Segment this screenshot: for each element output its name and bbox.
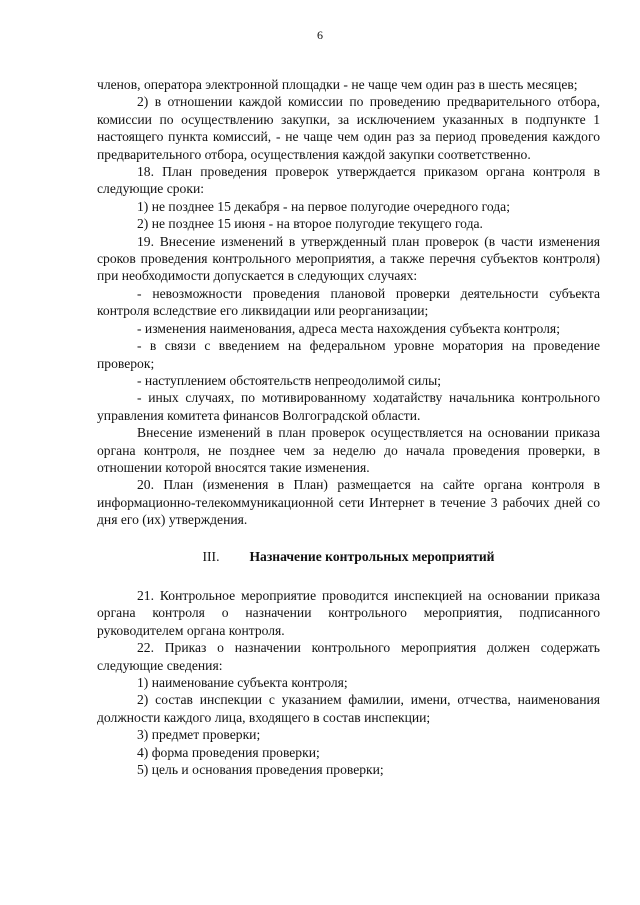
paragraph-p-20: 20. План (изменения в План) размещается на сайте органа контроля в информационно-телекоммуникационной сети Интернет в течение 3 рабочих дней со дня его (их) утверждения. bbox=[97, 477, 600, 528]
paragraph-p-19-f: Внесение изменений в план проверок осуществляется на основании приказа органа контроля, не позднее чем за неделю до начала проведения проверки, в отношении которой вносятся такие изменения. bbox=[97, 425, 600, 475]
paragraph-p-22: 22. Приказ о назначении контрольного мероприятия должен содержать следующие сведения: bbox=[97, 640, 600, 673]
paragraph-p-22-2: 2) состав инспекции с указанием фамилии, имени, отчества, наименования должности каждого лица, входящего в состав инспекции; bbox=[97, 692, 600, 725]
paragraph-p-19-d: - наступлением обстоятельств непреодолимой силы; bbox=[137, 372, 442, 388]
paragraph-p-19-c: - в связи с введением на федеральном уровне моратория на проведение проверок; bbox=[97, 338, 600, 371]
paragraph-p-18-1: 1) не позднее 15 декабря - на первое полугодие очередного года; bbox=[137, 198, 510, 214]
paragraph-p-19: 19. Внесение изменений в утвержденный план проверок (в части изменения сроков проведения контрольного мероприятия, а также перечня субъектов контроля) при необходимости допускается в следующих случаях: bbox=[97, 233, 600, 284]
paragraph-p-22-1: 1) наименование субъекта контроля; bbox=[137, 675, 348, 690]
paragraph-p-21: 21. Контрольное мероприятие проводится инспекцией на основании приказа органа контроля о назначении контрольного мероприятия, подписанного руководителем органа контроля. bbox=[97, 587, 600, 638]
paragraph-p-19-e: - иных случаях, по мотивированному ходатайству начальника контрольного управления комитета финансов Волгоградской области. bbox=[97, 390, 600, 423]
paragraph-p-18: 18. План проведения проверок утверждается приказом органа контроля в следующие сроки: bbox=[97, 164, 600, 197]
section-number: III. bbox=[202, 548, 220, 564]
section-title: Назначение контрольных мероприятий bbox=[249, 548, 495, 564]
paragraph-p-19-b: - изменения наименования, адреса места нахождения субъекта контроля; bbox=[137, 320, 560, 336]
paragraph-p-2: 2) в отношении каждой комиссии по проведению предварительного отбора, комиссии по осуществлению закупки, за исключением указанных в подпункте 1 настоящего пункта комиссий, - не чаще чем один раз за период проведения каждого предварительного отбора, осуществления каждой закупки соответственно. bbox=[97, 94, 600, 162]
paragraph-p-22-4: 4) форма проведения проверки; bbox=[137, 744, 320, 760]
paragraph-p-18-2: 2) не позднее 15 июня - на второе полугодие текущего года. bbox=[137, 216, 483, 232]
paragraphs-after bbox=[97, 587, 600, 778]
page-number: 6 bbox=[317, 28, 323, 42]
paragraphs-before bbox=[97, 76, 600, 529]
document-body bbox=[97, 76, 600, 778]
paragraph-p-22-5: 5) цель и основания проведения проверки; bbox=[137, 762, 384, 778]
paragraph-p-19-a: - невозможности проведения плановой проверки деятельности субъекта контроля вследствие его ликвидации или реорганизации; bbox=[97, 285, 600, 319]
paragraph-p-22-3: 3) предмет проверки; bbox=[137, 727, 261, 743]
section-heading bbox=[97, 548, 600, 565]
paragraph-p-cont: членов, оператора электронной площадки - не чаще чем один раз в шесть месяцев; bbox=[97, 77, 578, 92]
